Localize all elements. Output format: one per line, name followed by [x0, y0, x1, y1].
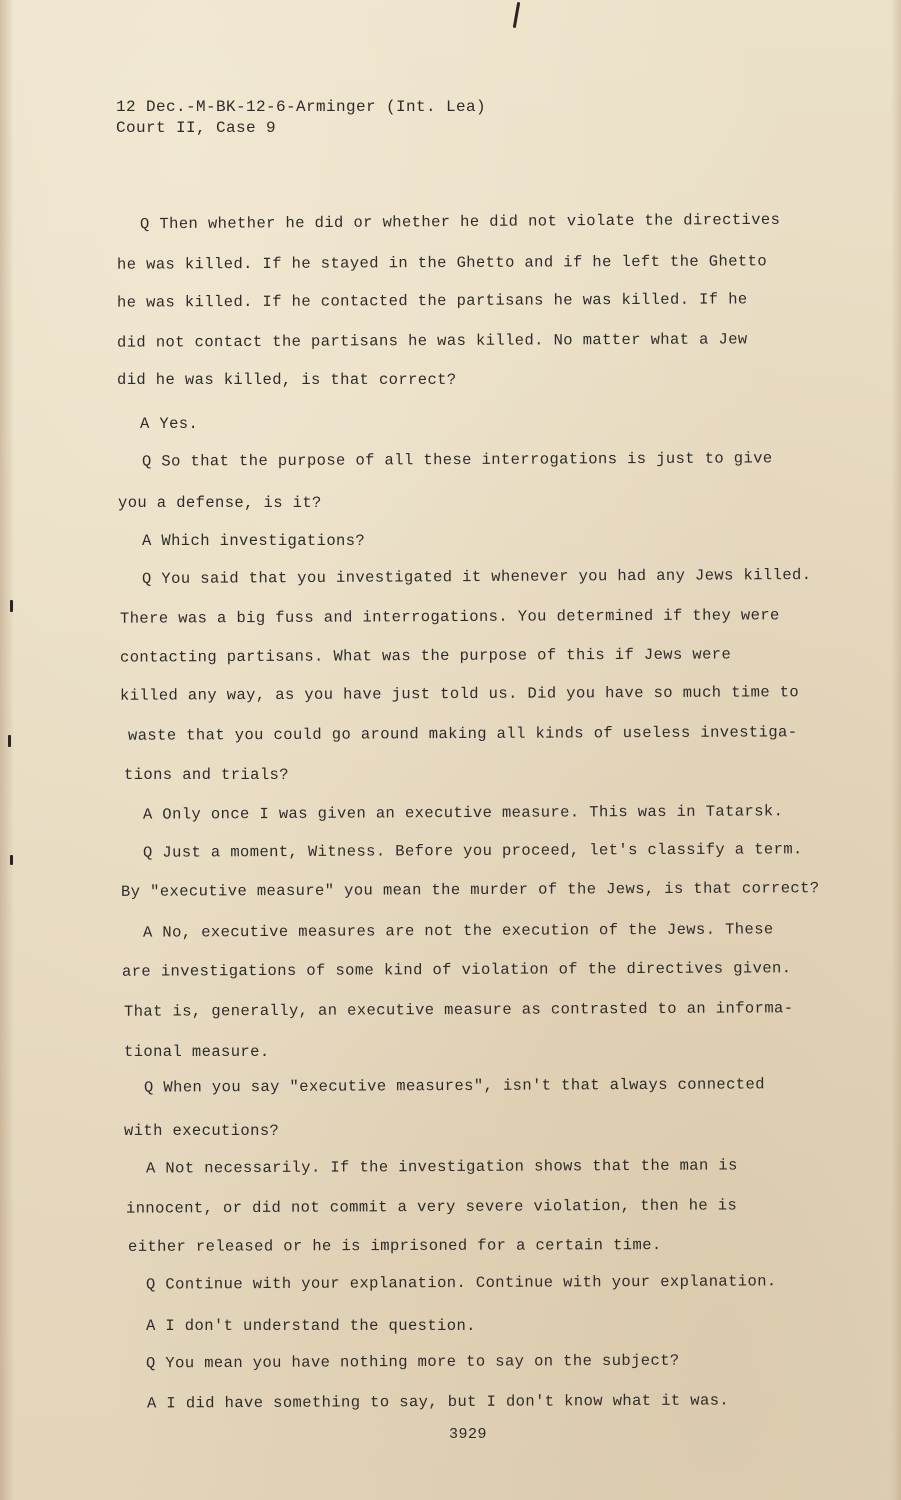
transcript-line: By "executive measure" you mean the murder of the Jews, is that correct? [120, 879, 820, 901]
transcript-line: did he was killed, is that correct? [117, 371, 457, 389]
transcript-line: he was killed. If he stayed in the Ghetto and if he left the Ghetto [116, 252, 768, 274]
transcript-line: There was a big fuss and interrogations. You determined if they were [119, 606, 780, 628]
transcript-line: A Not necessarily. If the investigation shows that the man is [145, 1156, 738, 1178]
transcript-line: Q Then whether he did or whether he did not violate the directives [139, 210, 781, 234]
binding-mark-2 [8, 735, 11, 747]
page-number: 3929 [449, 1426, 488, 1443]
binding-mark-1 [10, 600, 13, 612]
transcript-line: Q Continue with your explanation. Continue with your explanation. [145, 1272, 777, 1294]
transcript-line: either released or he is imprisoned for a certain time. [127, 1236, 662, 1256]
transcript-line: tional measure. [124, 1043, 270, 1061]
transcript-line: Q You said that you investigated it whenever you had any Jews killed. [141, 565, 812, 589]
transcript-line: he was killed. If he contacted the partisans he was killed. If he [116, 290, 748, 312]
paper-edge-right [891, 0, 901, 1500]
transcript-line: tions and trials? [124, 766, 289, 784]
transcript-line: you a defense, is it? [118, 494, 322, 512]
transcript-line: A Yes. [140, 415, 199, 433]
binding-mark-3 [10, 855, 13, 865]
transcript-line: That is, generally, an executive measure as contrasted to an informa- [123, 999, 794, 1021]
transcript-line: A Only once I was given an executive measure. This was in Tatarsk. [142, 802, 784, 824]
transcript-line: contacting partisans. What was the purpose of this if Jews were [119, 645, 732, 667]
transcript-line: are investigations of some kind of violation of the directives given. [121, 959, 792, 981]
transcript-line: innocent, or did not commit a very severe violation, then he is [125, 1196, 738, 1218]
header-line-1: 12 Dec.-M-BK-12-6-Arminger (Int. Lea) [116, 98, 487, 116]
transcript-line: killed any way, as you have just told us. Did you have so much time to [119, 683, 800, 705]
transcript-line: waste that you could go around making all kinds of useless investiga- [127, 723, 798, 745]
transcript-line: did not contact the partisans he was killed. No matter what a Jew [116, 330, 748, 352]
transcript-line: A Which investigations? [142, 532, 366, 550]
transcript-line: A I did have something to say, but I don't know what it was. [146, 1391, 730, 1413]
transcript-line: Q You mean you have nothing more to say on the subject? [145, 1351, 680, 1373]
transcript-line: A No, executive measures are not the execution of the Jews. These [142, 920, 774, 942]
transcript-line: Q When you say "executive measures", isn't that always connected [143, 1075, 765, 1097]
header-line-2: Court II, Case 9 [116, 119, 277, 137]
transcript-line: Q Just a moment, Witness. Before you proceed, let's classify a term. [142, 840, 803, 862]
paper-edge-left [0, 0, 14, 1500]
transcript-line: Q So that the purpose of all these interrogations is just to give [141, 449, 773, 471]
ink-mark-top [513, 2, 520, 28]
transcript-line: A I don't understand the question. [146, 1317, 476, 1335]
transcript-line: with executions? [124, 1122, 280, 1140]
